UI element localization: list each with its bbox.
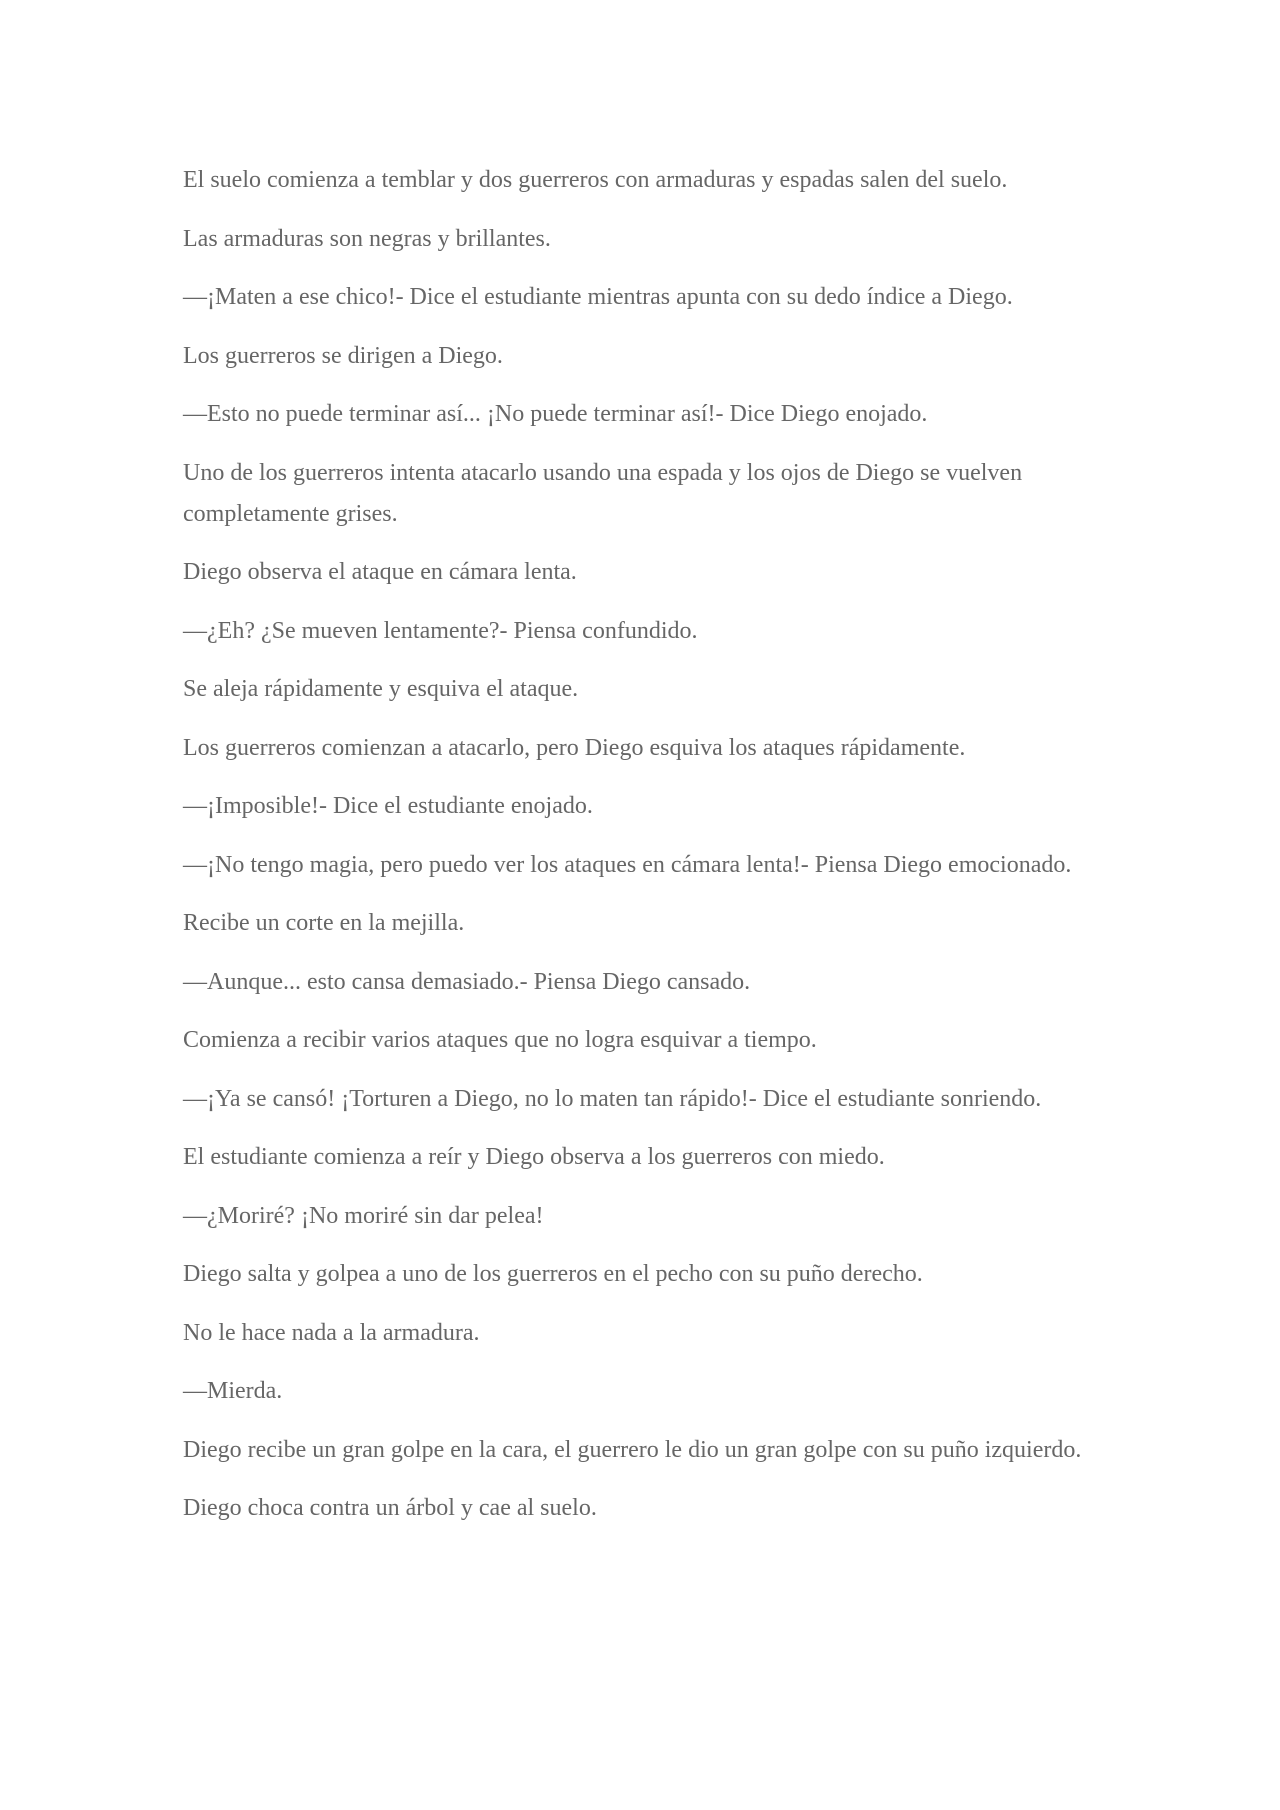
- paragraph: Se aleja rápidamente y esquiva el ataque.: [183, 676, 579, 702]
- paragraph: —¡Imposible!- Dice el estudiante enojado.: [183, 793, 593, 819]
- paragraph: Los guerreros se dirigen a Diego.: [183, 342, 503, 369]
- paragraph: —¿Eh? ¿Se mueven lentamente?- Piensa confundido.: [183, 617, 698, 644]
- paragraph: —Aunque... esto cansa demasiado.- Piensa Diego cansado.: [183, 968, 751, 995]
- paragraph: —Mierda.: [183, 1378, 283, 1404]
- paragraph: Las armaduras son negras y brillantes.: [183, 225, 551, 252]
- paragraph: El estudiante comienza a reír y Diego observa a los guerreros con miedo.: [183, 1144, 885, 1170]
- paragraph: Recibe un corte en la mejilla.: [183, 910, 465, 936]
- paragraph: Uno de los guerreros intenta atacarlo usando una espada y los ojos de Diego se vuelven completamente grises.: [183, 459, 1023, 527]
- paragraph: Diego salta y golpea a uno de los guerreros en el pecho con su puño derecho.: [183, 1261, 923, 1287]
- paragraph: —¡Maten a ese chico!- Dice el estudiante mientras apunta con su dedo índice a Diego.: [183, 284, 1013, 310]
- paragraph: El suelo comienza a temblar y dos guerreros con armaduras y espadas salen del suelo.: [183, 167, 1008, 193]
- paragraph: —¡No tengo magia, pero puedo ver los ataques en cámara lenta!- Piensa Diego emocionado.: [183, 851, 1072, 878]
- paragraph: Diego recibe un gran golpe en la cara, el guerrero le dio un gran golpe con su puño izquierdo.: [183, 1436, 1082, 1463]
- paragraph: Los guerreros comienzan a atacarlo, pero Diego esquiva los ataques rápidamente.: [183, 734, 966, 761]
- document-body: [183, 160, 1123, 1547]
- paragraph: Diego choca contra un árbol y cae al suelo.: [183, 1495, 597, 1521]
- paragraph: —¡Ya se cansó! ¡Torturen a Diego, no lo maten tan rápido!- Dice el estudiante sonriendo.: [183, 1085, 1042, 1112]
- paragraph: —¿Moriré? ¡No moriré sin dar pelea!: [183, 1202, 544, 1229]
- paragraph: Comienza a recibir varios ataques que no logra esquivar a tiempo.: [183, 1027, 817, 1053]
- paragraph: Diego observa el ataque en cámara lenta.: [183, 559, 577, 585]
- paragraph: No le hace nada a la armadura.: [183, 1319, 480, 1346]
- paragraph: —Esto no puede terminar así... ¡No puede terminar así!- Dice Diego enojado.: [183, 401, 928, 427]
